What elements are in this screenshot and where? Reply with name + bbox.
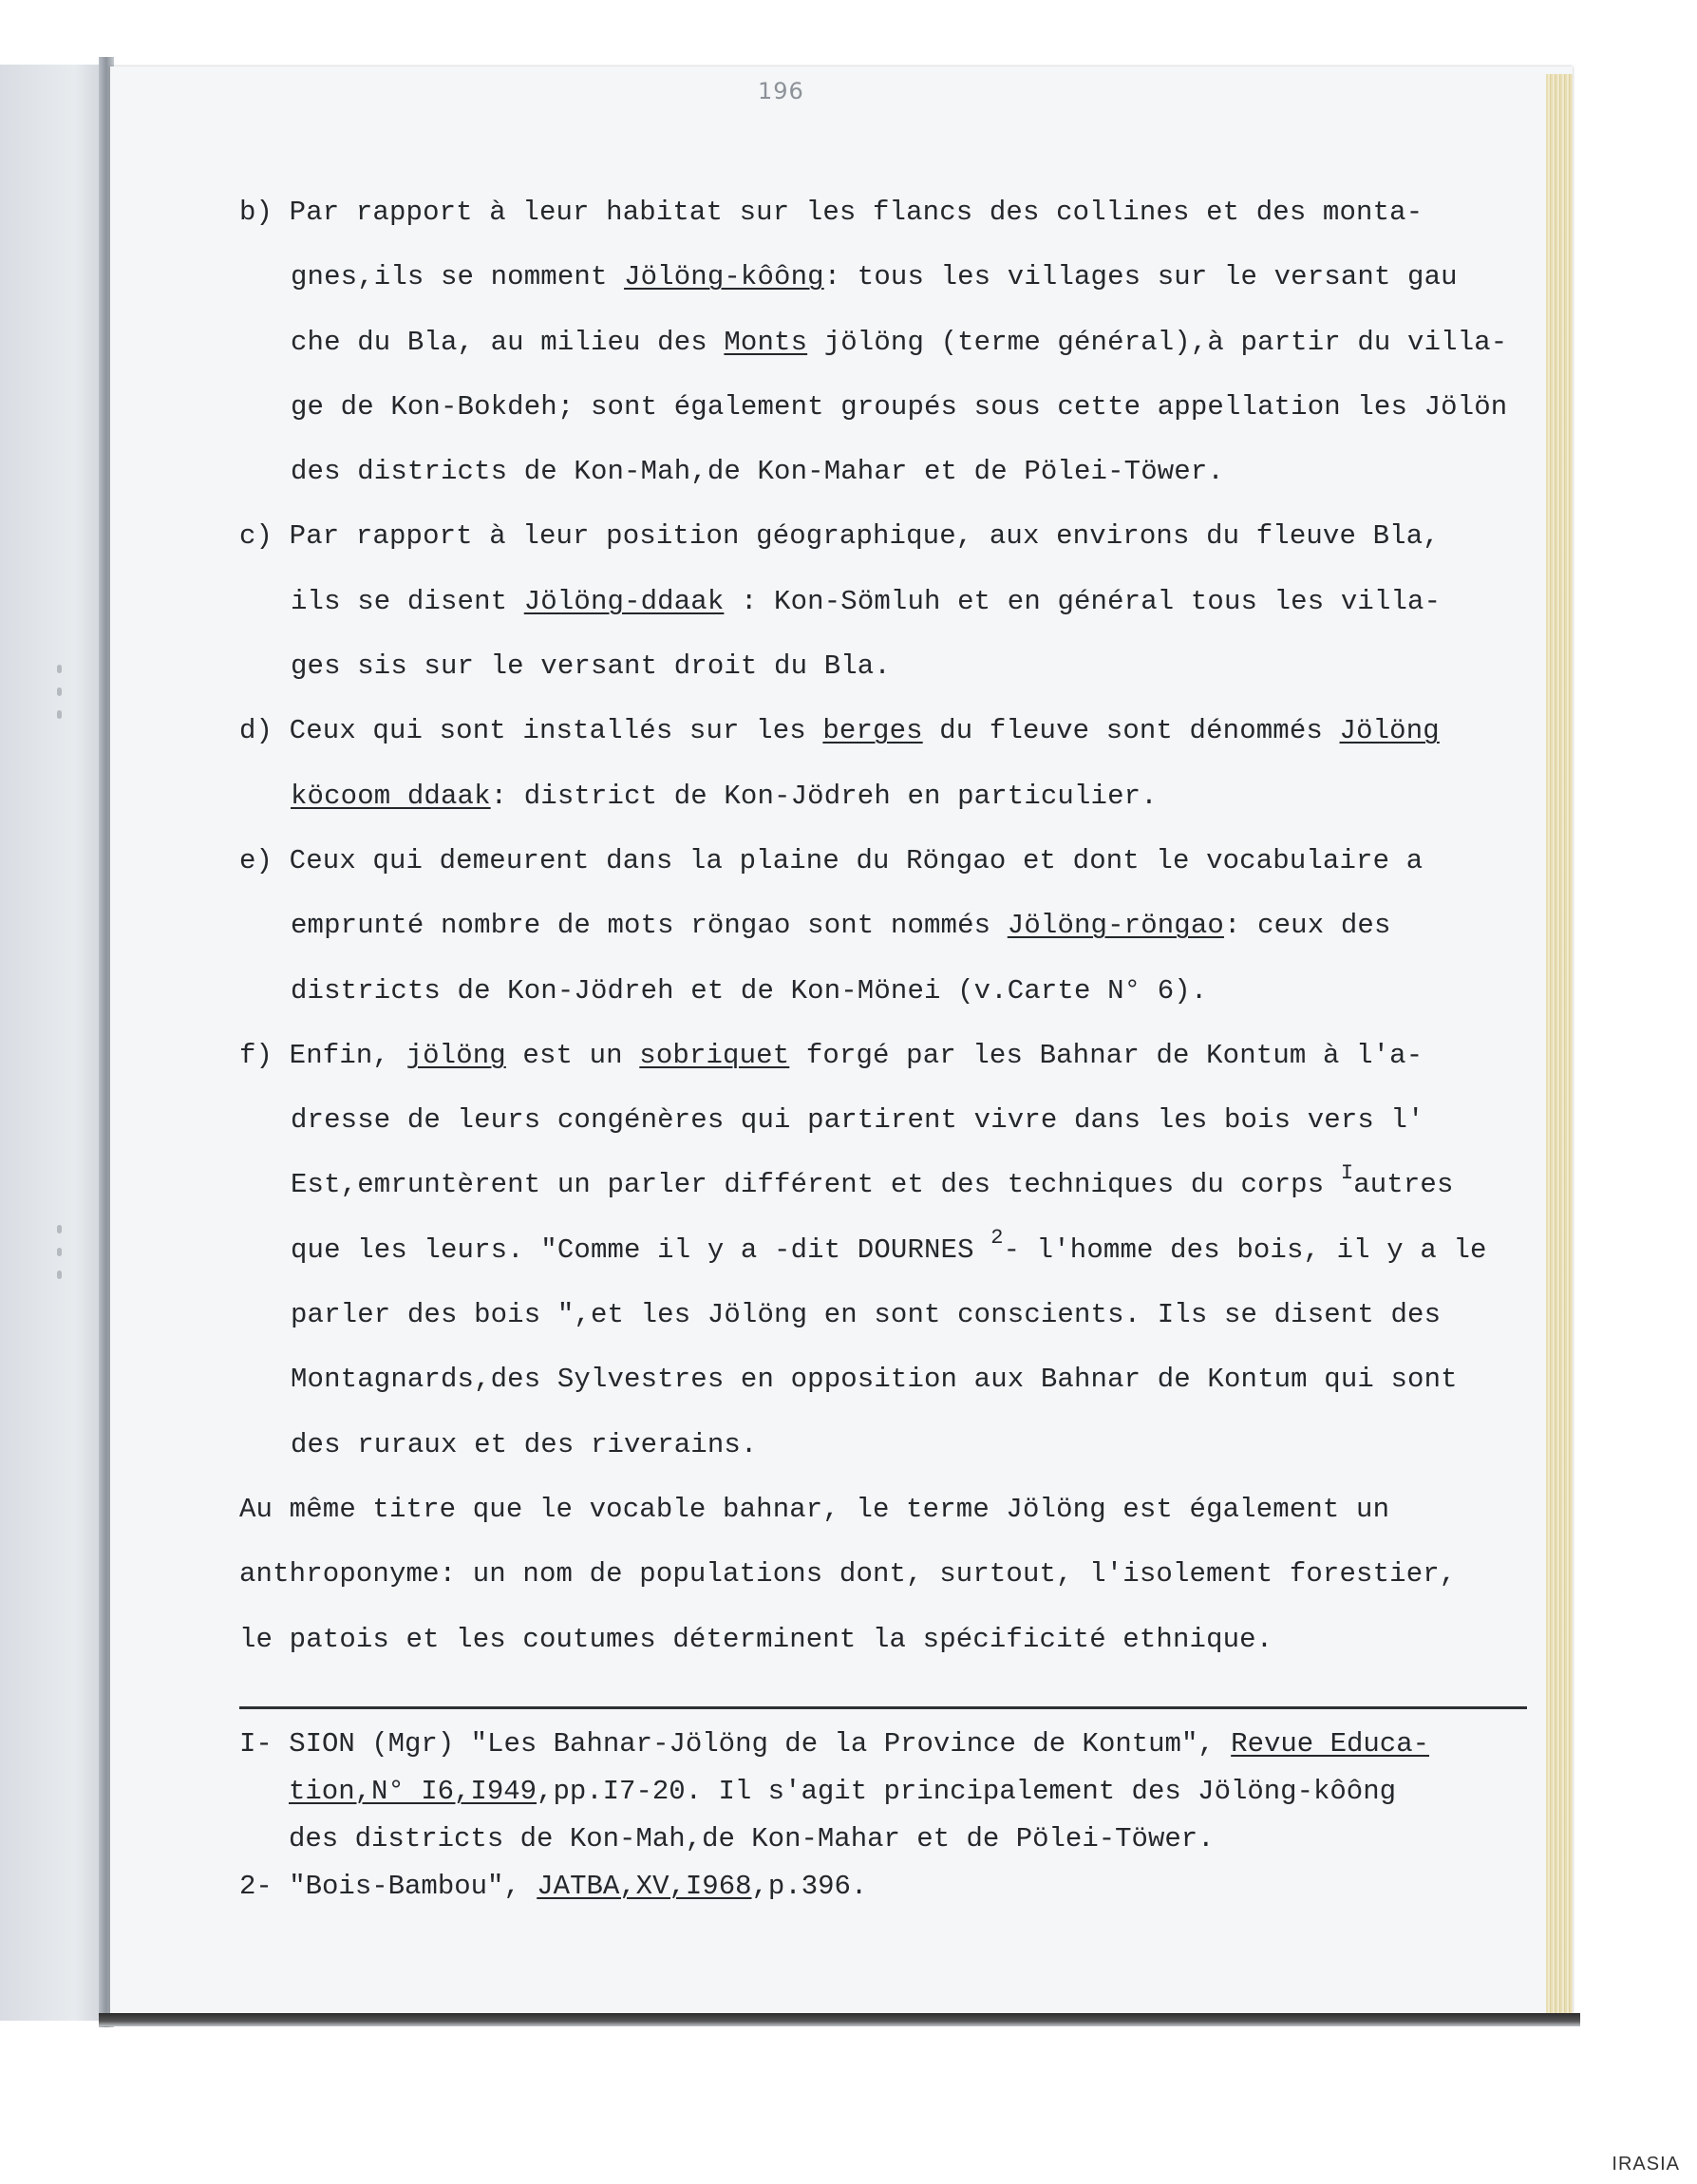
text-run: parler des bois ",et les Jölöng en sont conscients. Ils se disent des	[291, 1299, 1442, 1331]
underlined-term: JATBA,XV,I968	[537, 1871, 752, 1902]
body_lines-line	[239, 829, 1550, 894]
page-bottom-shadow	[99, 2013, 1580, 2026]
underlined-term: berges	[822, 715, 923, 747]
underlined-term: tion,N° I6,I949	[289, 1776, 537, 1807]
watermark: IRASIA	[1612, 2154, 1680, 2175]
underlined-term: jölöng	[405, 1039, 506, 1071]
body_lines-line	[239, 245, 1550, 310]
text-run: Au même titre que le vocable bahnar, le terme Jölöng est également un	[239, 1493, 1390, 1525]
text-run: dresse de leurs congénères qui partirent vivre dans les bois vers l'	[291, 1104, 1424, 1137]
text-run: ,pp.I7-20. Il s'agit principalement des Jölöng-kôông	[537, 1776, 1396, 1807]
underlined-term: sobriquet	[639, 1039, 790, 1071]
body_lines-line	[239, 570, 1550, 634]
body_lines-line	[239, 1347, 1550, 1412]
underlined-term: Revue Educa-	[1231, 1728, 1430, 1760]
text-run: des ruraux et des riverains.	[291, 1428, 758, 1460]
body_lines-line	[239, 311, 1550, 375]
text-run: e) Ceux qui demeurent dans la plaine du Röngao et dont le vocabulaire a	[239, 844, 1424, 876]
page-stack-edge	[1546, 74, 1573, 2017]
body_lines-line	[239, 504, 1550, 569]
footnotes	[239, 1721, 1550, 1911]
footnote_lines-line	[239, 1816, 1550, 1863]
footnote-marker: 2	[990, 1226, 1004, 1251]
left-page-edge	[0, 65, 106, 2021]
underlined-term: köcoom ddaak	[291, 780, 491, 812]
text-run: b) Par rapport à leur habitat sur les flancs des collines et des monta-	[239, 197, 1424, 228]
body_lines-line	[239, 375, 1550, 440]
text-run: gnes,ils se nomment	[291, 261, 625, 293]
body_lines-line	[239, 764, 1550, 829]
body_lines-line	[239, 1088, 1550, 1153]
text-run: anthroponyme: un nom de populations dont, surtout, l'isolement forestier,	[239, 1558, 1457, 1591]
text-run: autres	[1353, 1169, 1454, 1201]
page-number: 196	[758, 78, 804, 104]
body_lines-line	[239, 634, 1550, 699]
text-run: des districts de Kon-Mah,de Kon-Mahar et de Pölei-Töwer.	[291, 456, 1224, 488]
text-run: : tous les villages sur le versant gau	[823, 261, 1458, 293]
text-run: ges sis sur le versant droit du Bla.	[291, 650, 891, 683]
body_lines-line	[239, 699, 1550, 763]
text-run: - l'homme des bois, il y a le	[1003, 1233, 1487, 1266]
text-run: I- SION (Mgr) "Les Bahnar-Jölöng de la Province de Kontum",	[239, 1728, 1232, 1760]
text-run: : Kon-Sömluh et en général tous les villa-	[724, 585, 1442, 617]
text-run: ,p.396.	[751, 1871, 868, 1902]
text-run: Est,emruntèrent un parler différent et des techniques du corps	[291, 1169, 1341, 1201]
body_lines-line	[239, 1218, 1550, 1283]
text-run: : ceux des	[1223, 910, 1391, 942]
footnote-rule	[239, 1706, 1527, 1709]
text-run: districts de Kon-Jödreh et de Kon-Mönei (v.Carte N° 6).	[291, 974, 1208, 1007]
body_lines-line	[239, 1542, 1550, 1607]
text-run: : district de Kon-Jödreh en particulier.	[490, 780, 1158, 812]
body_lines-line	[239, 1283, 1550, 1347]
text-run: emprunté nombre de mots röngao sont nommés	[291, 910, 1008, 942]
footnote_lines-line	[239, 1721, 1550, 1768]
body_lines-line	[239, 1413, 1550, 1478]
body_lines-line	[239, 959, 1550, 1024]
text-run: f) Enfin,	[239, 1039, 406, 1071]
body_lines-line	[239, 440, 1550, 504]
underlined-term: Monts	[724, 326, 808, 358]
body_lines-line	[239, 1608, 1550, 1672]
text-run: du fleuve sont dénommés	[922, 715, 1340, 747]
footnote_lines-line	[239, 1768, 1550, 1816]
body-text	[239, 180, 1550, 1672]
underlined-term: Jölöng	[1339, 715, 1440, 747]
text-run: 2- "Bois-Bambou",	[239, 1871, 537, 1902]
text-run: ils se disent	[291, 585, 524, 617]
underlined-term: Jölöng-röngao	[1007, 910, 1224, 942]
underlined-term: Jölöng-ddaak	[523, 585, 725, 617]
text-run: che du Bla, au milieu des	[291, 326, 725, 358]
text-run: ge de Kon-Bokdeh; sont également groupés sous cette appellation les Jölön	[291, 390, 1508, 423]
text-run: jölöng (terme général),à partir du villa-	[807, 326, 1508, 358]
text-run: le patois et les coutumes déterminent la spécificité ethnique.	[239, 1623, 1273, 1655]
body_lines-line	[239, 894, 1550, 958]
footnote-marker: I	[1340, 1160, 1354, 1185]
text-run: est un	[505, 1039, 640, 1071]
footnote_lines-line	[239, 1863, 1550, 1911]
body_lines-line	[239, 1478, 1550, 1542]
text-run: Montagnards,des Sylvestres en opposition aux Bahnar de Kontum qui sont	[291, 1364, 1458, 1396]
text-run: d) Ceux qui sont installés sur les	[239, 715, 823, 747]
body_lines-line	[239, 1153, 1550, 1217]
text-run: forgé par les Bahnar de Kontum à l'a-	[789, 1039, 1424, 1071]
text-run: des districts de Kon-Mah,de Kon-Mahar et de Pölei-Töwer.	[289, 1823, 1215, 1855]
body_lines-line	[239, 180, 1550, 245]
body_lines-line	[239, 1024, 1550, 1088]
underlined-term: Jölöng-kôông	[624, 261, 824, 293]
text-run: que les leurs. "Comme il y a -dit DOURNES	[291, 1233, 991, 1266]
text-run: c) Par rapport à leur position géographique, aux environs du fleuve Bla,	[239, 520, 1440, 553]
